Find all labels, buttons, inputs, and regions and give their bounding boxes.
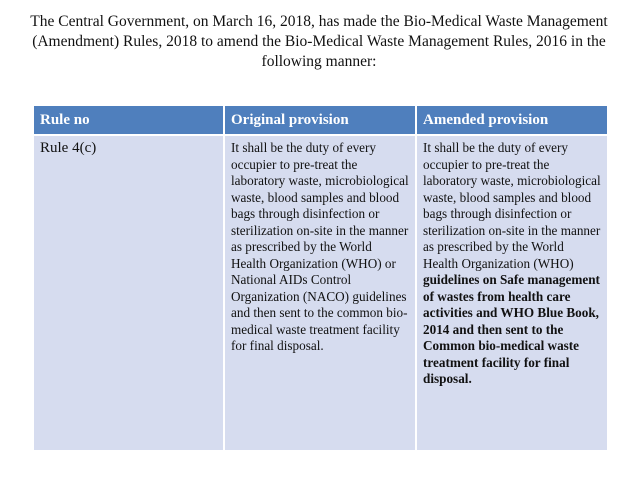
header-original-provision: Original provision [224,106,416,135]
amended-bold-text: guidelines on Safe management of wastes from health care activities and WHO Blue Book, 2014 and then sent to the Common bio-medical waste treatment facility for final disposal. [423,272,600,386]
cell-original-provision: It shall be the duty of every occupier to pre-treat the laboratory waste, microbiological waste, blood samples and blood bags through disinfection or sterilization on-site in the manner as prescribed by the World Health Organization (WHO) or National AIDs Control Organization (NACO) guidelines and then sent to the common bio-medical waste treatment facility for final disposal. [224,135,416,450]
table-row [34,135,607,450]
cell-rule-no: Rule 4(c) [34,135,224,450]
cell-amended-provision [416,135,607,450]
provision-table [34,106,607,450]
table-header-row [34,106,607,135]
amended-plain-text: It shall be the duty of every occupier to pre-treat the laboratory waste, microbiological waste, blood samples and blood bags through disinfection or sterilization on-site in the manner as prescribed by the World Health Organization (WHO) [423,140,601,271]
intro-text: The Central Government, on March 16, 2018, has made the Bio-Medical Waste Management (Amendment) Rules, 2018 to amend the Bio-Medical Waste Management Rules, 2016 in the following manner: [30,13,608,70]
header-amended-provision: Amended provision [416,106,607,135]
header-rule-no: Rule no [34,106,224,135]
